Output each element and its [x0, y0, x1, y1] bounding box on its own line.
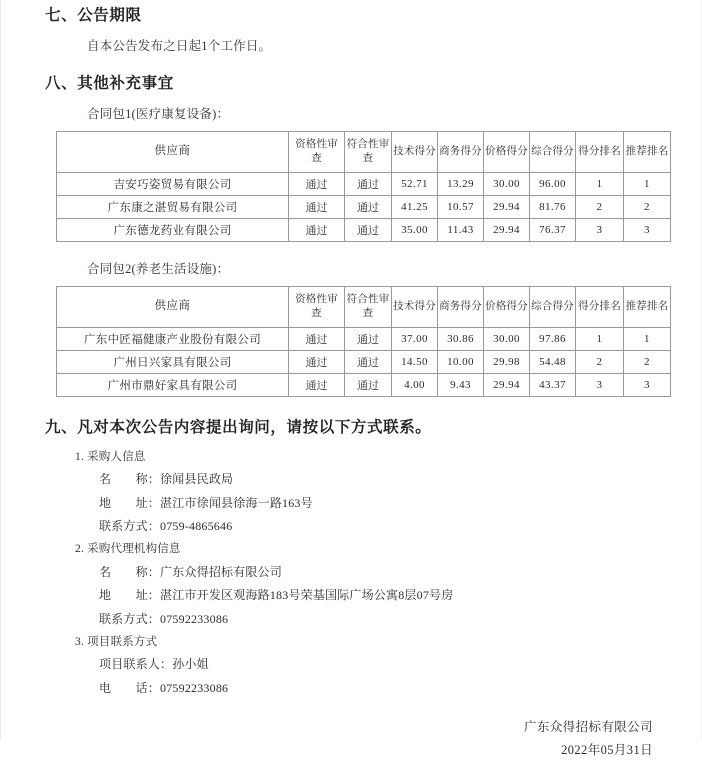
column-header-price: 价格得分 — [484, 286, 530, 327]
column-header-price: 价格得分 — [484, 131, 530, 172]
project-phone-line — [45, 677, 667, 700]
agency-phone-label: 联系方式： — [99, 611, 161, 626]
section-7-body: 自本公告发布之日起1个工作日。 — [87, 39, 272, 54]
agency-name-label: 名 称： — [99, 564, 161, 579]
column-header-supplier: 供应商 — [57, 286, 289, 327]
cell-total: 43.37 — [530, 373, 576, 396]
cell-score-rank: 2 — [576, 350, 624, 373]
cell-compliance: 通过 — [345, 218, 392, 241]
column-header-business: 商务得分 — [438, 131, 484, 172]
spacer — [45, 122, 667, 131]
cell-technical: 35.00 — [392, 218, 438, 241]
cell-supplier: 广州日兴家具有限公司 — [57, 350, 289, 373]
cell-recommend-rank: 3 — [624, 373, 671, 396]
cell-price: 30.00 — [484, 172, 530, 195]
project-person-label: 项目联系人： — [99, 657, 173, 672]
cell-business: 30.86 — [438, 327, 484, 350]
package-2-label: 合同包2(养老生活设施)： — [87, 261, 230, 276]
column-header-technical: 技术得分 — [392, 131, 438, 172]
table-row — [57, 195, 671, 218]
project-person-value: 孙小姐 — [172, 657, 209, 672]
purchaser-name-label: 名 称： — [99, 472, 161, 487]
cell-recommend-rank: 3 — [624, 218, 671, 241]
column-header-compliance: 符合性审查 — [345, 131, 392, 172]
column-header-qualification: 资格性审查 — [289, 286, 345, 327]
cell-score-rank: 1 — [576, 172, 624, 195]
column-header-recommend-rank: 推荐排名 — [624, 286, 671, 327]
cell-recommend-rank: 1 — [624, 327, 671, 350]
column-header-compliance: 符合性审查 — [345, 286, 392, 327]
table-row — [57, 327, 671, 350]
cell-total: 97.86 — [530, 327, 576, 350]
table-row — [57, 172, 671, 195]
cell-technical: 37.00 — [392, 327, 438, 350]
cell-recommend-rank: 2 — [624, 350, 671, 373]
cell-price: 29.94 — [484, 373, 530, 396]
project-phone-value: 07592233086 — [160, 680, 229, 695]
column-header-recommend-rank: 推荐排名 — [624, 131, 671, 172]
footer-date: 2022年05月31日 — [561, 742, 653, 757]
cell-compliance: 通过 — [345, 327, 392, 350]
column-header-supplier: 供应商 — [57, 131, 289, 172]
column-header-total: 综合得分 — [530, 131, 576, 172]
column-header-business: 商务得分 — [438, 286, 484, 327]
cell-supplier: 广东中匠福健康产业股份有限公司 — [57, 327, 289, 350]
table-row — [57, 218, 671, 241]
agency-phone-value: 07592233086 — [160, 611, 229, 626]
cell-score-rank: 3 — [576, 373, 624, 396]
cell-score-rank: 2 — [576, 195, 624, 218]
project-phone-label: 电 话： — [99, 680, 161, 695]
agency-name-value: 广东众得招标有限公司 — [160, 564, 283, 579]
column-header-qualification: 资格性审查 — [289, 131, 345, 172]
purchaser-phone-value: 0759-4865646 — [160, 518, 233, 533]
purchaser-address-value: 湛江市徐闻县徐海一路163号 — [160, 495, 313, 510]
table-row — [57, 373, 671, 396]
cell-business: 9.43 — [438, 373, 484, 396]
score-table-package-2 — [56, 286, 671, 397]
spacer — [45, 27, 667, 36]
contact-information — [45, 439, 667, 700]
cell-compliance: 通过 — [345, 195, 392, 218]
spacer — [45, 277, 667, 286]
document-footer — [45, 700, 667, 761]
column-header-total: 综合得分 — [530, 286, 576, 327]
agency-info-index: 2. 采购代理机构信息 — [75, 543, 181, 556]
cell-business: 13.29 — [438, 172, 484, 195]
cell-business: 11.43 — [438, 218, 484, 241]
spacer — [45, 96, 667, 104]
cell-supplier: 广东德龙药业有限公司 — [57, 218, 289, 241]
cell-technical: 14.50 — [392, 350, 438, 373]
cell-total: 76.37 — [530, 218, 576, 241]
cell-total: 81.76 — [530, 195, 576, 218]
cell-supplier: 吉安巧姿贸易有限公司 — [57, 172, 289, 195]
score-table-package-1 — [56, 131, 671, 242]
cell-business: 10.57 — [438, 195, 484, 218]
cell-qualification: 通过 — [289, 195, 345, 218]
agency-name-line — [45, 561, 667, 584]
cell-total: 96.00 — [530, 172, 576, 195]
purchaser-phone-line — [45, 515, 667, 538]
purchaser-name-line — [45, 468, 667, 491]
cell-supplier: 广州市鼎好家具有限公司 — [57, 373, 289, 396]
spacer — [45, 242, 667, 259]
purchaser-phone-label: 联系方式： — [99, 518, 161, 533]
section-heading-7: 七、公告期限 — [45, 7, 142, 24]
project-contact-group — [45, 631, 667, 700]
section-heading-9: 九、凡对本次公告内容提出询问，请按以下方式联系。 — [45, 418, 432, 436]
purchaser-info-group — [45, 446, 667, 539]
cell-qualification: 通过 — [289, 172, 345, 195]
agency-info-group — [45, 538, 667, 631]
cell-supplier: 广东康之湛贸易有限公司 — [57, 195, 289, 218]
column-header-technical: 技术得分 — [392, 286, 438, 327]
agency-address-line — [45, 584, 667, 607]
purchaser-address-line — [45, 492, 667, 515]
cell-business: 10.00 — [438, 350, 484, 373]
cell-compliance: 通过 — [345, 172, 392, 195]
cell-score-rank: 1 — [576, 327, 624, 350]
cell-recommend-rank: 2 — [624, 195, 671, 218]
agency-phone-line — [45, 608, 667, 631]
cell-price: 29.94 — [484, 218, 530, 241]
cell-compliance: 通过 — [345, 373, 392, 396]
purchaser-info-index: 1. 采购人信息 — [75, 450, 146, 463]
cell-score-rank: 3 — [576, 218, 624, 241]
purchaser-name-value: 徐闻县民政局 — [160, 472, 234, 487]
cell-total: 54.48 — [530, 350, 576, 373]
cell-qualification: 通过 — [289, 327, 345, 350]
cell-technical: 52.71 — [392, 172, 438, 195]
agency-address-value: 湛江市开发区观海路183号荣基国际广场公寓8层07号房 — [160, 588, 454, 603]
cell-technical: 41.25 — [392, 195, 438, 218]
table-header-row — [57, 131, 671, 172]
table-row — [57, 350, 671, 373]
section-heading-8: 八、其他补充事宜 — [45, 75, 174, 93]
document-content — [1, 0, 701, 761]
cell-price: 29.98 — [484, 350, 530, 373]
cell-qualification: 通过 — [289, 350, 345, 373]
agency-address-label: 地 址： — [99, 588, 161, 603]
column-header-score-rank: 得分排名 — [576, 286, 624, 327]
cell-price: 29.94 — [484, 195, 530, 218]
table-header-row — [57, 286, 671, 327]
cell-qualification: 通过 — [289, 218, 345, 241]
cell-price: 30.00 — [484, 327, 530, 350]
project-contact-index: 3. 项目联系方式 — [75, 635, 158, 648]
cell-qualification: 通过 — [289, 373, 345, 396]
cell-recommend-rank: 1 — [624, 172, 671, 195]
purchaser-address-label: 地 址： — [99, 495, 161, 510]
project-person-line — [45, 653, 667, 676]
package-1-label: 合同包1(医疗康复设备)： — [87, 106, 230, 121]
column-header-score-rank: 得分排名 — [576, 131, 624, 172]
footer-organization: 广东众得招标有限公司 — [523, 720, 653, 735]
cell-compliance: 通过 — [345, 350, 392, 373]
cell-technical: 4.00 — [392, 373, 438, 396]
